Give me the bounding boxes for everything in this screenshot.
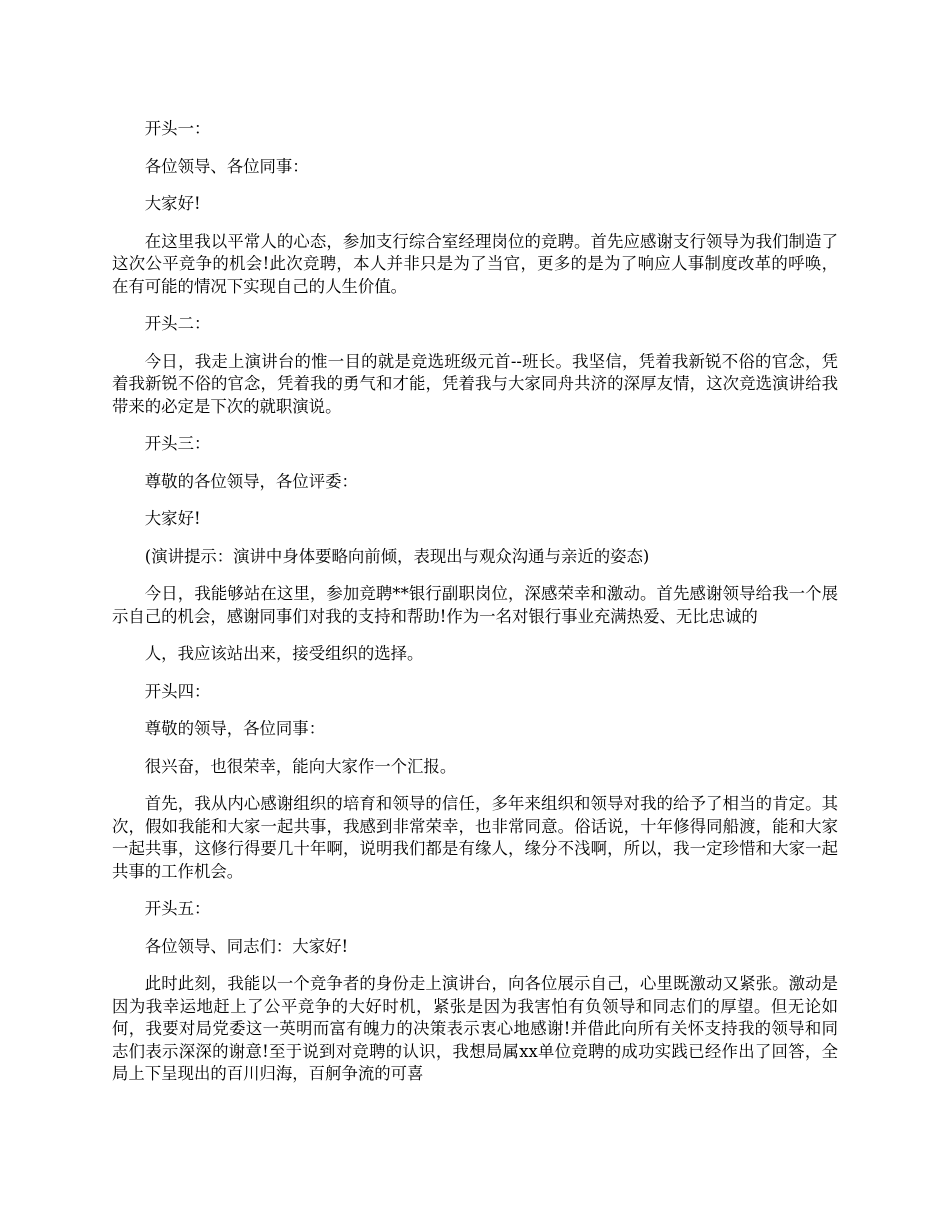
document-page	[112, 118, 838, 1101]
body-paragraph: 在这里我以平常人的心态，参加支行综合室经理岗位的竞聘。首先应感谢支行领导为我们制造了这次公平竞争的机会!此次竞聘，本人并非只是为了当官，更多的是为了响应人事制度改革的呼唤，在有可能的情况下实现自己的人生价值。	[112, 231, 838, 296]
salutation: 尊敬的各位领导，各位评委：	[144, 471, 358, 491]
salutation: 尊敬的领导，各位同事：	[144, 719, 326, 738]
heading-opening-3: 开头三：	[144, 434, 211, 453]
body-paragraph: 此时此刻，我能以一个竞争者的身份走上演讲台，向各位展示自己，心里既激动又紧张。激动是因为我幸运地赶上了公平竞争的大好时机，紧张是因为我害怕有负领导和同志们的厚望。但无论如何，我要对局党委这一英明而富有魄力的决策表示衷心地感谢!并借此向所有关怀支持我的领导和同志们表示深深的谢意!至于说到对竞聘的认识，我想局属xx单位竞聘的成功实践已经作出了回答，全局上下呈现出的百川归海，百舸争流的可喜	[112, 974, 838, 1083]
heading-opening-1: 开头一：	[144, 119, 211, 138]
heading-opening-2: 开头二：	[144, 314, 211, 333]
body-paragraph: 首先，我从内心感谢组织的培育和领导的信任，多年来组织和领导对我的给予了相当的肯定。其次，假如我能和大家一起共事，我感到非常荣幸，也非常同意。俗话说，十年修得同船渡，能和大家一起共事，这修行得要几十年啊，说明我们都是有缘人，缘分不浅啊，所以，我一定珍惜和大家一起共事的工作机会。	[112, 794, 838, 881]
heading-opening-5: 开头五：	[144, 899, 211, 918]
salutation: 各位领导、各位同事：	[144, 156, 309, 176]
body-paragraph: 今日，我走上演讲台的惟一目的就是竞选班级元首--班长。我坚信，凭着我新锐不俗的官念，凭着我新锐不俗的官念，凭着我的勇气和才能，凭着我与大家同舟共济的深厚友情，这次竞选演讲给我带来的必定是下次的就职演说。	[112, 351, 838, 416]
greeting: 大家好!	[144, 194, 201, 213]
speech-tip: (演讲提示：演讲中身体要略向前倾，表现出与观众沟通与亲近的姿态)	[144, 546, 650, 566]
heading-opening-4: 开头四：	[144, 681, 211, 701]
body-paragraph: 今日，我能够站在这里，参加竞聘**银行副职岗位，深感荣幸和激动。首先感谢领导给我一个展示自己的机会，感谢同事们对我的支持和帮助!作为一名对银行事业充满热爱、无比忠诚的	[112, 584, 838, 626]
body-paragraph: 很兴奋，也很荣幸，能向大家作一个汇报。	[144, 756, 457, 776]
greeting: 大家好!	[144, 509, 201, 528]
body-paragraph: 人，我应该站出来，接受组织的选择。	[144, 644, 424, 663]
salutation: 各位领导、同志们：大家好!	[144, 936, 349, 956]
